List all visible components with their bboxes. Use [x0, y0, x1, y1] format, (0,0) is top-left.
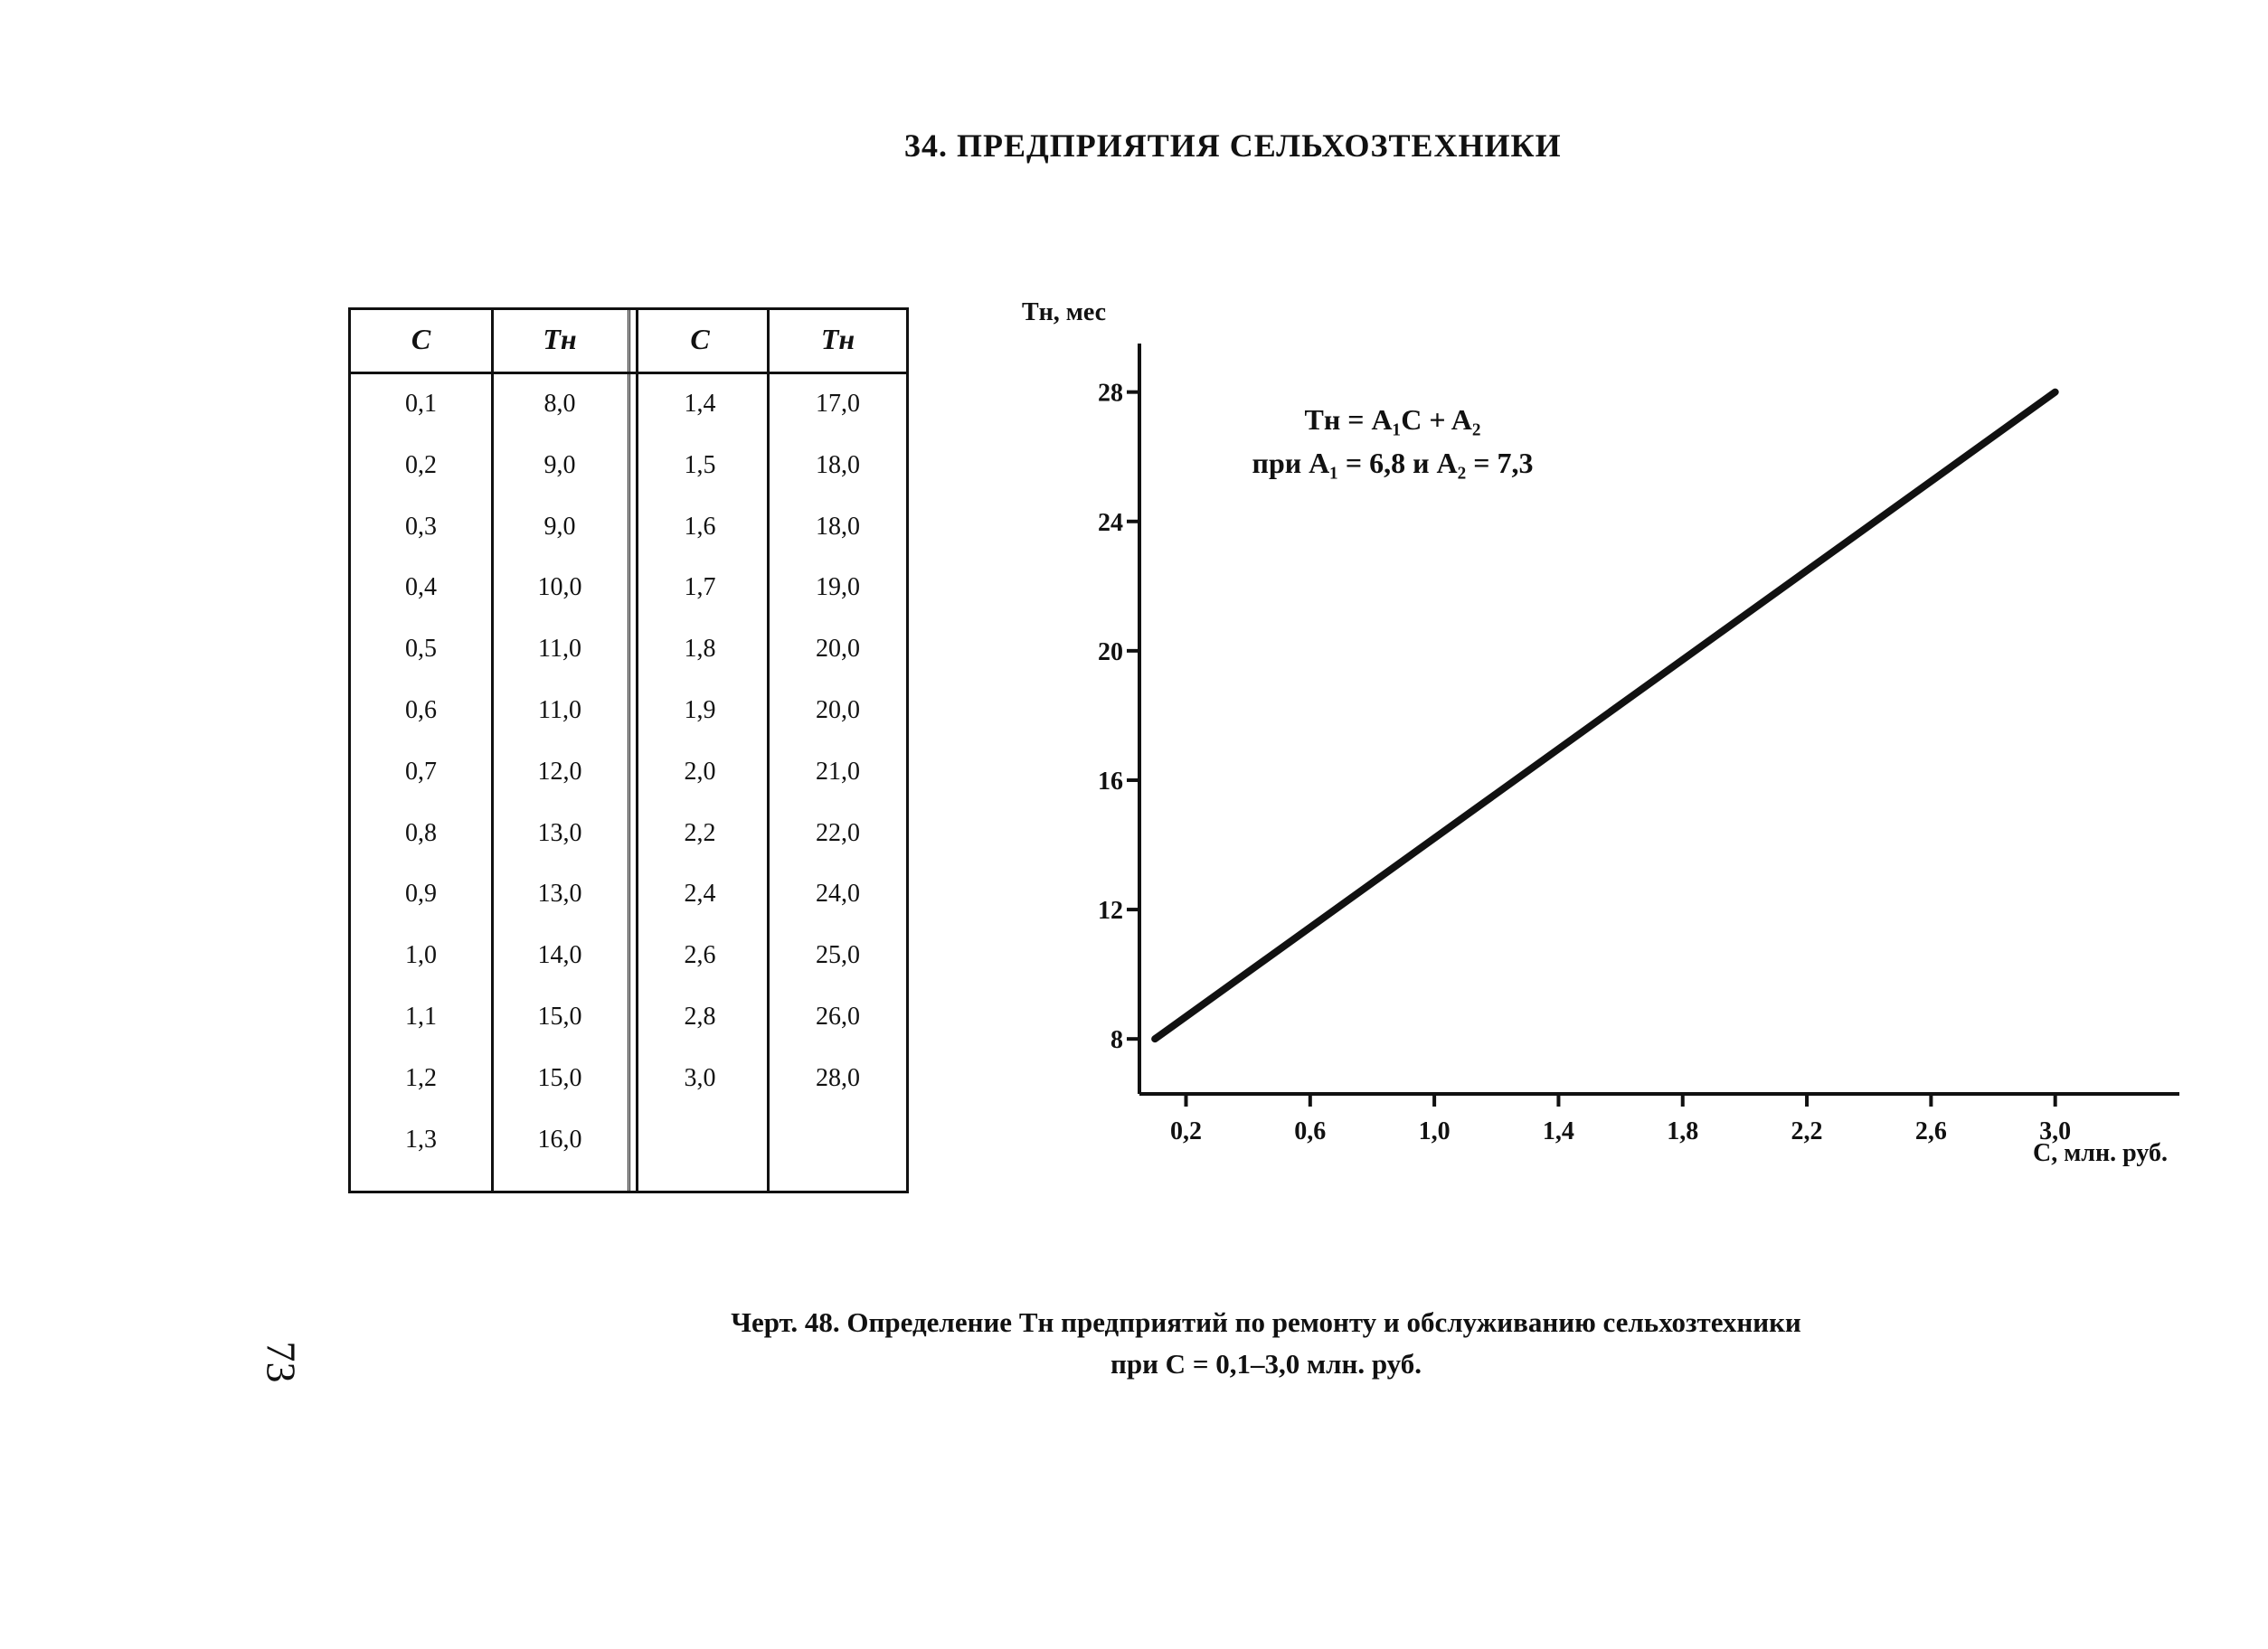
table-cell: 2,2	[684, 818, 716, 847]
table-cell: 13,0	[537, 818, 582, 847]
data-table	[348, 307, 909, 1193]
table-cell: 17,0	[816, 390, 860, 418]
x-tick-label: 1,0	[1418, 1117, 1451, 1145]
caption-line-1: Черт. 48. Определение Tн предприятий по ремонту и обслуживанию сельхозтехники	[731, 1306, 1801, 1338]
header-tn-right: Tн	[820, 323, 855, 355]
table-cell: 16,0	[537, 1125, 582, 1154]
page-number: 73	[258, 1341, 305, 1383]
x-tick-label: 0,2	[1169, 1117, 1202, 1145]
table-cell: 2,8	[684, 1003, 716, 1031]
table-cell: 2,6	[684, 941, 716, 970]
table-cell: 21,0	[816, 757, 860, 786]
header-c-left: C	[411, 323, 431, 355]
x-tick-label: 0,6	[1294, 1117, 1327, 1145]
table-cell: 1,8	[684, 635, 716, 664]
table-cell: 26,0	[816, 1003, 860, 1031]
chart	[1022, 298, 2197, 1202]
table-cell: 13,0	[537, 880, 582, 909]
table-cell: 12,0	[537, 757, 582, 786]
table-cell: 15,0	[537, 1003, 582, 1031]
table-cell: 0,1	[405, 390, 437, 418]
table-cell: 11,0	[538, 696, 581, 724]
table-cell: 1,4	[684, 390, 716, 418]
table-cell: 22,0	[816, 818, 860, 847]
y-axis-label: Tн, мес	[1022, 298, 1107, 326]
x-tick-label: 1,4	[1542, 1117, 1574, 1145]
header-c-right: C	[690, 323, 710, 355]
table-cell: 20,0	[816, 635, 860, 664]
header-tn-left: Tн	[543, 323, 577, 355]
table-cell: 0,8	[405, 818, 437, 847]
y-tick-label: 20	[1098, 637, 1123, 666]
x-tick-label: 1,8	[1667, 1117, 1699, 1145]
table-cell: 18,0	[816, 450, 860, 479]
page-title: 34. ПРЕДПРИЯТИЯ СЕЛЬХОЗТЕХНИКИ	[904, 127, 1562, 164]
x-tick-label: 2,6	[1914, 1117, 1947, 1145]
table-cell: 1,1	[405, 1003, 437, 1031]
caption-line-2: при C = 0,1–3,0 млн. руб.	[1110, 1348, 1422, 1380]
x-axis-label: C, млн. руб.	[2033, 1139, 2168, 1167]
table-cell: 19,0	[816, 573, 860, 602]
table-cell: 10,0	[537, 573, 582, 602]
column-divider	[767, 310, 770, 1191]
table-cell: 8,0	[543, 390, 576, 418]
table-cell: 0,9	[405, 880, 437, 909]
table-cell: 28,0	[816, 1063, 860, 1092]
table-cell: 1,9	[684, 696, 716, 724]
table-cell: 2,4	[684, 880, 716, 909]
table-cell: 0,4	[405, 573, 437, 602]
series-line	[1155, 392, 2055, 1040]
table-cell: 14,0	[537, 941, 582, 970]
table-cell: 3,0	[684, 1063, 716, 1092]
table-cell: 0,6	[405, 696, 437, 724]
table-cell: 1,2	[405, 1063, 437, 1092]
y-tick-label: 16	[1098, 767, 1123, 796]
table-cell: 0,3	[405, 512, 437, 541]
table-cell: 9,0	[543, 512, 576, 541]
table-cell: 18,0	[816, 512, 860, 541]
x-tick-label: 3,0	[2039, 1117, 2072, 1145]
formula-line-1: Tн = A₁C + A₂	[1304, 403, 1481, 436]
chart-plot	[1022, 298, 2197, 1202]
table-cell: 1,6	[684, 512, 716, 541]
table-cell: 9,0	[543, 450, 576, 479]
table-cell: 0,7	[405, 757, 437, 786]
table-cell: 25,0	[816, 941, 860, 970]
x-tick-label: 2,2	[1791, 1117, 1823, 1145]
y-tick-label: 8	[1110, 1026, 1123, 1055]
table-cell: 15,0	[537, 1063, 582, 1092]
table-cell: 1,5	[684, 450, 716, 479]
table-cell: 1,3	[405, 1125, 437, 1154]
column-divider	[491, 310, 494, 1191]
table-split-divider	[628, 310, 638, 1191]
figure-caption	[633, 1302, 1899, 1385]
table-cell: 0,5	[405, 635, 437, 664]
table-cell: 2,0	[684, 757, 716, 786]
table-cell: 11,0	[538, 635, 581, 664]
formula-line-2: при A₁ = 6,8 и A₂ = 7,3	[1252, 447, 1534, 479]
table-cell: 1,7	[684, 573, 716, 602]
table-cell: 0,2	[405, 450, 437, 479]
table-cell: 1,0	[405, 941, 437, 970]
y-tick-label: 28	[1098, 379, 1123, 408]
y-tick-label: 12	[1098, 897, 1123, 926]
y-tick-label: 24	[1098, 508, 1123, 537]
table-cell: 24,0	[816, 880, 860, 909]
table-cell: 20,0	[816, 696, 860, 724]
